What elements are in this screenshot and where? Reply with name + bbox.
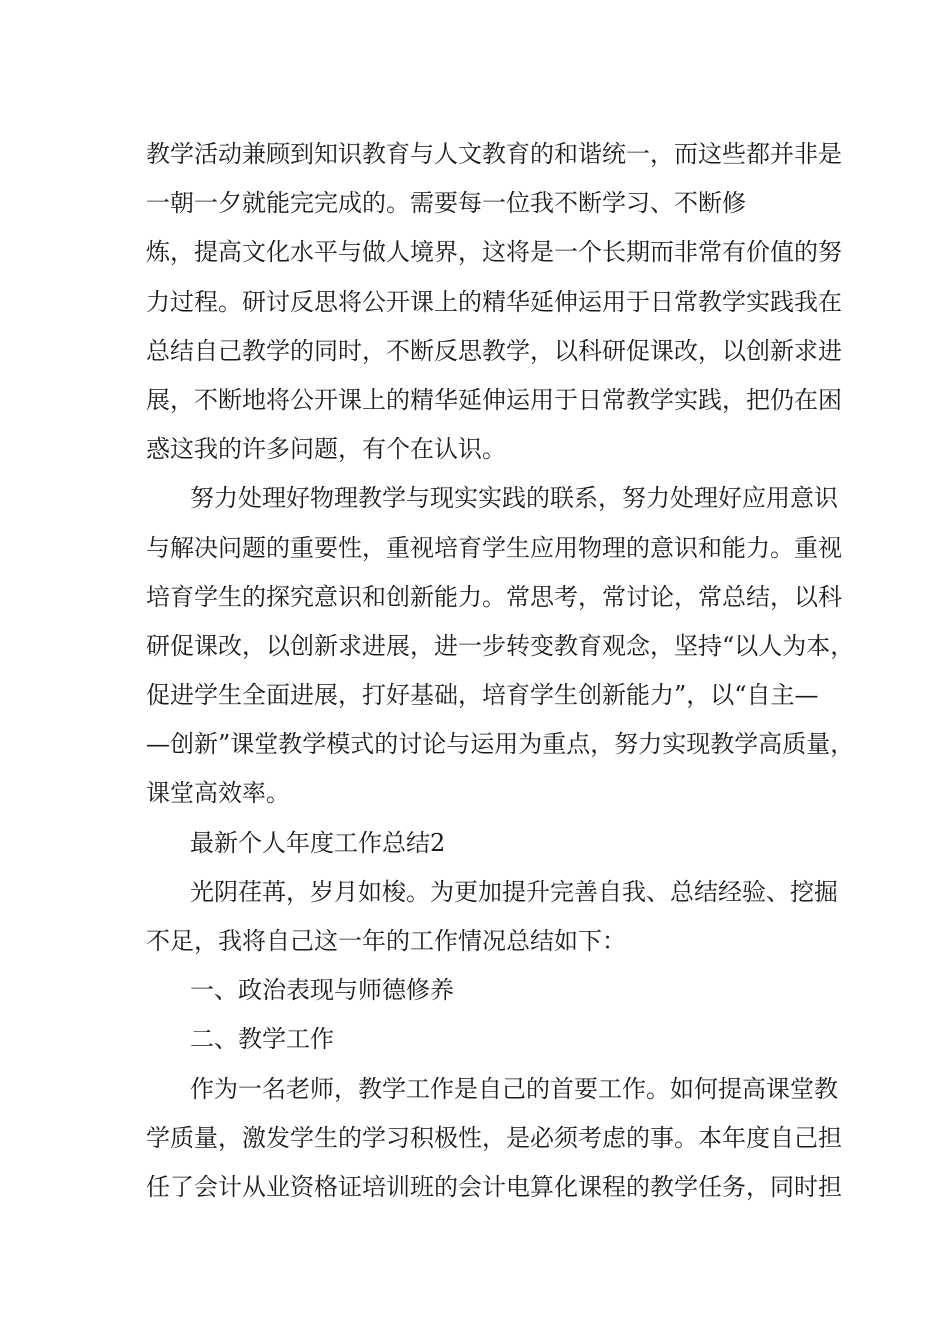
text-line: 光阴荏苒，岁月如梭。为更加提升完善自我、总结经验、挖掘 xyxy=(190,877,838,906)
text-line: 促进学生全面进展，打好基础，培育学生创新能力”，以“自主— xyxy=(146,681,819,710)
text-line: 研促课改，以创新求进展，进一步转变教育观念，坚持“以人为本， xyxy=(146,631,855,660)
text-line: 惑这我的许多问题，有个在认识。 xyxy=(146,435,506,464)
text-line: 展，不断地将公开课上的精华延伸运用于日常教学实践，把仍在困 xyxy=(146,385,842,414)
text-line: 力过程。研讨反思将公开课上的精华延伸运用于日常教学实践我在 xyxy=(146,287,842,316)
text-line: 教学活动兼顾到知识教育与人文教育的和谐统一，而这些都并非是 xyxy=(146,140,842,168)
text-line: 培育学生的探究意识和创新能力。常思考，常讨论，常总结，以科 xyxy=(146,582,842,611)
text-line: —创新”课堂教学模式的讨论与运用为重点，努力实现教学高质量， xyxy=(146,730,855,759)
text-line: 炼，提高文化水平与做人境界，这将是一个长期而非常有价值的努 xyxy=(146,238,842,267)
subsection-heading: 一、政治表现与师德修养 xyxy=(190,976,454,1005)
text-line: 努力处理好物理教学与现实实践的联系，努力处理好应用意识 xyxy=(190,484,838,513)
document-body xyxy=(146,130,855,1212)
text-line: 不足，我将自己这一年的工作情况总结如下： xyxy=(146,927,626,955)
subsection-heading: 二、教学工作 xyxy=(190,1025,334,1054)
text-line: 作为一名老师，教学工作是自己的首要工作。如何提高课堂教 xyxy=(190,1074,838,1103)
text-line: 任了会计从业资格证培训班的会计电算化课程的教学任务，同时担 xyxy=(146,1172,842,1201)
text-line: 总结自己教学的同时，不断反思教学，以科研促课改，以创新求进 xyxy=(146,336,842,365)
text-line: 与解决问题的重要性，重视培育学生应用物理的意识和能力。重视 xyxy=(146,533,842,562)
text-line: 课堂高效率。 xyxy=(146,779,290,808)
text-line: 一朝一夕就能完完成的。需要每一位我不断学习、不断修 xyxy=(146,189,746,218)
section-heading: 最新个人年度工作总结2 xyxy=(190,828,446,857)
text-line: 学质量，激发学生的学习积极性，是必须考虑的事。本年度自己担 xyxy=(146,1123,842,1152)
